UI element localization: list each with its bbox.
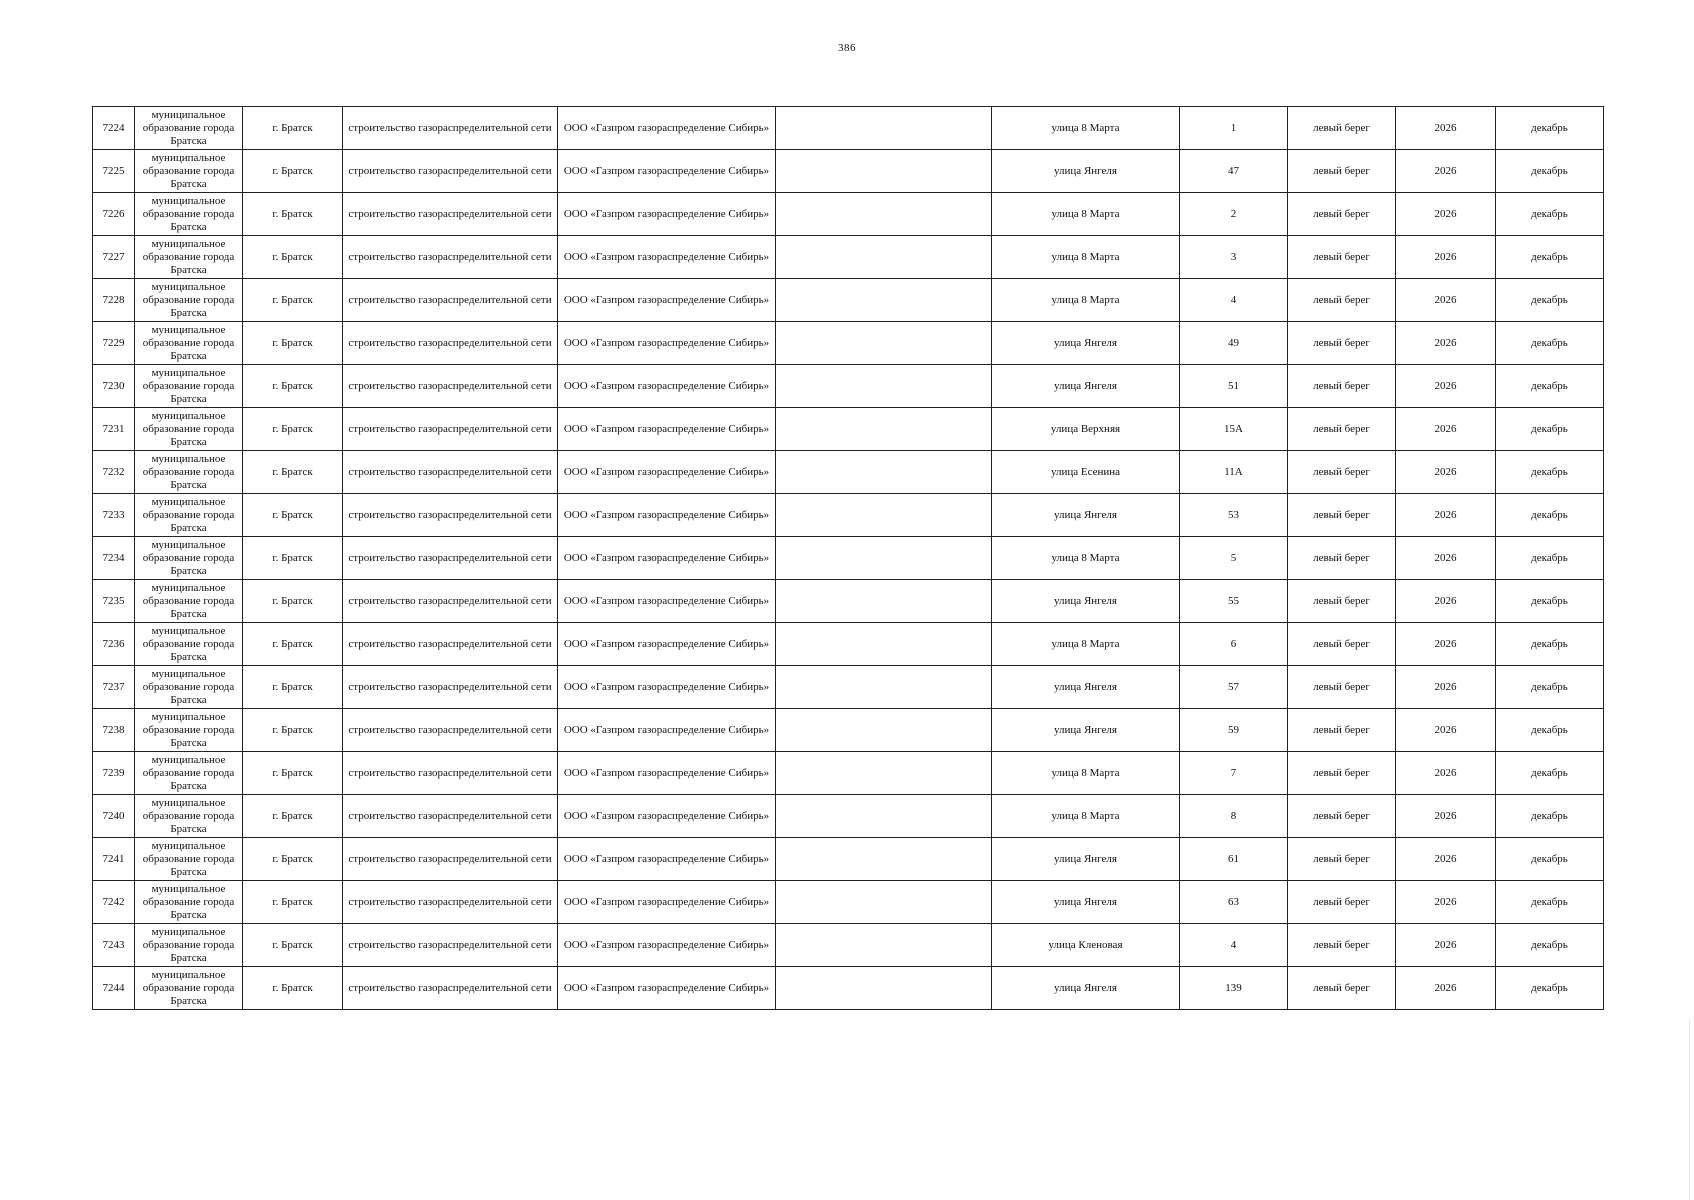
cell-empty <box>776 881 992 924</box>
cell-work-type: строительство газораспределительной сети <box>343 150 558 193</box>
cell-year: 2026 <box>1396 752 1496 795</box>
cell-year: 2026 <box>1396 107 1496 150</box>
cell-river-bank: левый берег <box>1288 150 1396 193</box>
cell-work-type: строительство газораспределительной сети <box>343 537 558 580</box>
cell-organization: ООО «Газпром газораспределение Сибирь» <box>558 967 776 1010</box>
cell-number: 7238 <box>93 709 135 752</box>
cell-work-type: строительство газораспределительной сети <box>343 881 558 924</box>
cell-river-bank: левый берег <box>1288 838 1396 881</box>
cell-owner: муниципальное образование города Братска <box>135 408 243 451</box>
cell-street: улица Верхняя <box>992 408 1180 451</box>
cell-city: г. Братск <box>243 666 343 709</box>
cell-owner: муниципальное образование города Братска <box>135 838 243 881</box>
cell-owner: муниципальное образование города Братска <box>135 795 243 838</box>
cell-month: декабрь <box>1496 709 1604 752</box>
cell-work-type: строительство газораспределительной сети <box>343 666 558 709</box>
cell-organization: ООО «Газпром газораспределение Сибирь» <box>558 537 776 580</box>
cell-owner: муниципальное образование города Братска <box>135 580 243 623</box>
cell-street: улица 8 Марта <box>992 236 1180 279</box>
cell-house-number: 11А <box>1180 451 1288 494</box>
table-row <box>93 494 1604 537</box>
cell-year: 2026 <box>1396 451 1496 494</box>
cell-owner: муниципальное образование города Братска <box>135 365 243 408</box>
cell-year: 2026 <box>1396 709 1496 752</box>
cell-number: 7225 <box>93 150 135 193</box>
cell-number: 7244 <box>93 967 135 1010</box>
cell-owner: муниципальное образование города Братска <box>135 967 243 1010</box>
cell-month: декабрь <box>1496 924 1604 967</box>
cell-empty <box>776 580 992 623</box>
cell-river-bank: левый берег <box>1288 666 1396 709</box>
cell-house-number: 63 <box>1180 881 1288 924</box>
cell-house-number: 4 <box>1180 924 1288 967</box>
cell-street: улица 8 Марта <box>992 795 1180 838</box>
cell-month: декабрь <box>1496 408 1604 451</box>
cell-organization: ООО «Газпром газораспределение Сибирь» <box>558 795 776 838</box>
cell-number: 7227 <box>93 236 135 279</box>
table-row <box>93 623 1604 666</box>
registry-table <box>92 106 1604 1010</box>
cell-work-type: строительство газораспределительной сети <box>343 494 558 537</box>
cell-year: 2026 <box>1396 150 1496 193</box>
cell-owner: муниципальное образование города Братска <box>135 623 243 666</box>
cell-month: декабрь <box>1496 967 1604 1010</box>
cell-month: декабрь <box>1496 236 1604 279</box>
table-row <box>93 279 1604 322</box>
cell-month: декабрь <box>1496 838 1604 881</box>
table-row <box>93 451 1604 494</box>
cell-work-type: строительство газораспределительной сети <box>343 709 558 752</box>
cell-city: г. Братск <box>243 795 343 838</box>
cell-month: декабрь <box>1496 623 1604 666</box>
cell-city: г. Братск <box>243 236 343 279</box>
cell-year: 2026 <box>1396 666 1496 709</box>
cell-empty <box>776 494 992 537</box>
cell-year: 2026 <box>1396 838 1496 881</box>
cell-house-number: 53 <box>1180 494 1288 537</box>
cell-city: г. Братск <box>243 580 343 623</box>
cell-house-number: 47 <box>1180 150 1288 193</box>
cell-year: 2026 <box>1396 365 1496 408</box>
cell-river-bank: левый берег <box>1288 236 1396 279</box>
cell-year: 2026 <box>1396 795 1496 838</box>
cell-empty <box>776 451 992 494</box>
cell-number: 7242 <box>93 881 135 924</box>
cell-river-bank: левый берег <box>1288 924 1396 967</box>
cell-organization: ООО «Газпром газораспределение Сибирь» <box>558 322 776 365</box>
cell-year: 2026 <box>1396 279 1496 322</box>
cell-owner: муниципальное образование города Братска <box>135 924 243 967</box>
cell-number: 7234 <box>93 537 135 580</box>
cell-owner: муниципальное образование города Братска <box>135 107 243 150</box>
cell-work-type: строительство газораспределительной сети <box>343 580 558 623</box>
cell-number: 7236 <box>93 623 135 666</box>
cell-empty <box>776 365 992 408</box>
cell-work-type: строительство газораспределительной сети <box>343 967 558 1010</box>
cell-organization: ООО «Газпром газораспределение Сибирь» <box>558 494 776 537</box>
cell-house-number: 139 <box>1180 967 1288 1010</box>
cell-work-type: строительство газораспределительной сети <box>343 838 558 881</box>
cell-street: улица Янгеля <box>992 666 1180 709</box>
cell-city: г. Братск <box>243 193 343 236</box>
cell-street: улица 8 Марта <box>992 193 1180 236</box>
cell-year: 2026 <box>1396 236 1496 279</box>
cell-organization: ООО «Газпром газораспределение Сибирь» <box>558 752 776 795</box>
cell-street: улица Янгеля <box>992 838 1180 881</box>
table-row <box>93 537 1604 580</box>
cell-house-number: 51 <box>1180 365 1288 408</box>
cell-street: улица Янгеля <box>992 494 1180 537</box>
cell-number: 7235 <box>93 580 135 623</box>
cell-river-bank: левый берег <box>1288 580 1396 623</box>
table-row <box>93 881 1604 924</box>
table-row <box>93 408 1604 451</box>
cell-owner: муниципальное образование города Братска <box>135 150 243 193</box>
cell-street: улица Янгеля <box>992 580 1180 623</box>
cell-empty <box>776 537 992 580</box>
cell-street: улица Янгеля <box>992 967 1180 1010</box>
cell-street: улица 8 Марта <box>992 623 1180 666</box>
cell-empty <box>776 408 992 451</box>
cell-empty <box>776 709 992 752</box>
cell-house-number: 5 <box>1180 537 1288 580</box>
table-row <box>93 365 1604 408</box>
cell-river-bank: левый берег <box>1288 193 1396 236</box>
cell-street: улица Кленовая <box>992 924 1180 967</box>
cell-work-type: строительство газораспределительной сети <box>343 322 558 365</box>
table-row <box>93 666 1604 709</box>
cell-empty <box>776 236 992 279</box>
cell-work-type: строительство газораспределительной сети <box>343 408 558 451</box>
cell-river-bank: левый берег <box>1288 967 1396 1010</box>
cell-work-type: строительство газораспределительной сети <box>343 451 558 494</box>
cell-house-number: 2 <box>1180 193 1288 236</box>
cell-number: 7239 <box>93 752 135 795</box>
cell-number: 7231 <box>93 408 135 451</box>
table-row <box>93 322 1604 365</box>
cell-owner: муниципальное образование города Братска <box>135 752 243 795</box>
cell-river-bank: левый берег <box>1288 107 1396 150</box>
cell-month: декабрь <box>1496 881 1604 924</box>
registry-body <box>93 107 1604 1010</box>
cell-work-type: строительство газораспределительной сети <box>343 795 558 838</box>
cell-empty <box>776 279 992 322</box>
cell-house-number: 6 <box>1180 623 1288 666</box>
cell-month: декабрь <box>1496 752 1604 795</box>
cell-house-number: 59 <box>1180 709 1288 752</box>
table-row <box>93 752 1604 795</box>
cell-number: 7233 <box>93 494 135 537</box>
cell-river-bank: левый берег <box>1288 623 1396 666</box>
cell-city: г. Братск <box>243 451 343 494</box>
cell-year: 2026 <box>1396 193 1496 236</box>
table-row <box>93 924 1604 967</box>
cell-city: г. Братск <box>243 967 343 1010</box>
cell-street: улица Янгеля <box>992 322 1180 365</box>
cell-work-type: строительство газораспределительной сети <box>343 752 558 795</box>
cell-number: 7224 <box>93 107 135 150</box>
table-row <box>93 107 1604 150</box>
table-row <box>93 580 1604 623</box>
cell-organization: ООО «Газпром газораспределение Сибирь» <box>558 881 776 924</box>
cell-month: декабрь <box>1496 795 1604 838</box>
cell-number: 7230 <box>93 365 135 408</box>
cell-month: декабрь <box>1496 666 1604 709</box>
cell-month: декабрь <box>1496 193 1604 236</box>
cell-city: г. Братск <box>243 322 343 365</box>
cell-river-bank: левый берег <box>1288 451 1396 494</box>
cell-number: 7232 <box>93 451 135 494</box>
cell-year: 2026 <box>1396 322 1496 365</box>
cell-river-bank: левый берег <box>1288 494 1396 537</box>
cell-month: декабрь <box>1496 365 1604 408</box>
cell-river-bank: левый берег <box>1288 881 1396 924</box>
cell-month: декабрь <box>1496 494 1604 537</box>
cell-month: декабрь <box>1496 580 1604 623</box>
cell-river-bank: левый берег <box>1288 709 1396 752</box>
cell-organization: ООО «Газпром газораспределение Сибирь» <box>558 709 776 752</box>
table-row <box>93 236 1604 279</box>
cell-organization: ООО «Газпром газораспределение Сибирь» <box>558 150 776 193</box>
cell-organization: ООО «Газпром газораспределение Сибирь» <box>558 107 776 150</box>
cell-city: г. Братск <box>243 881 343 924</box>
cell-work-type: строительство газораспределительной сети <box>343 107 558 150</box>
cell-owner: муниципальное образование города Братска <box>135 666 243 709</box>
cell-house-number: 1 <box>1180 107 1288 150</box>
cell-organization: ООО «Газпром газораспределение Сибирь» <box>558 193 776 236</box>
cell-owner: муниципальное образование города Братска <box>135 451 243 494</box>
cell-year: 2026 <box>1396 580 1496 623</box>
cell-owner: муниципальное образование города Братска <box>135 537 243 580</box>
cell-city: г. Братск <box>243 408 343 451</box>
cell-organization: ООО «Газпром газораспределение Сибирь» <box>558 666 776 709</box>
cell-empty <box>776 838 992 881</box>
cell-house-number: 7 <box>1180 752 1288 795</box>
cell-year: 2026 <box>1396 924 1496 967</box>
cell-street: улица Янгеля <box>992 365 1180 408</box>
cell-owner: муниципальное образование города Братска <box>135 494 243 537</box>
cell-empty <box>776 795 992 838</box>
cell-river-bank: левый берег <box>1288 795 1396 838</box>
cell-city: г. Братск <box>243 150 343 193</box>
cell-river-bank: левый берег <box>1288 322 1396 365</box>
cell-number: 7226 <box>93 193 135 236</box>
cell-city: г. Братск <box>243 107 343 150</box>
cell-number: 7241 <box>93 838 135 881</box>
cell-house-number: 4 <box>1180 279 1288 322</box>
cell-street: улица Янгеля <box>992 881 1180 924</box>
cell-year: 2026 <box>1396 408 1496 451</box>
cell-owner: муниципальное образование города Братска <box>135 236 243 279</box>
table-row <box>93 193 1604 236</box>
cell-street: улица 8 Марта <box>992 279 1180 322</box>
cell-year: 2026 <box>1396 623 1496 666</box>
cell-month: декабрь <box>1496 279 1604 322</box>
cell-month: декабрь <box>1496 322 1604 365</box>
table-row <box>93 795 1604 838</box>
cell-city: г. Братск <box>243 365 343 408</box>
cell-city: г. Братск <box>243 709 343 752</box>
cell-month: декабрь <box>1496 537 1604 580</box>
cell-year: 2026 <box>1396 537 1496 580</box>
cell-owner: муниципальное образование города Братска <box>135 279 243 322</box>
cell-organization: ООО «Газпром газораспределение Сибирь» <box>558 365 776 408</box>
cell-organization: ООО «Газпром газораспределение Сибирь» <box>558 838 776 881</box>
cell-empty <box>776 623 992 666</box>
table-row <box>93 709 1604 752</box>
cell-year: 2026 <box>1396 881 1496 924</box>
cell-city: г. Братск <box>243 838 343 881</box>
cell-river-bank: левый берег <box>1288 408 1396 451</box>
cell-organization: ООО «Газпром газораспределение Сибирь» <box>558 408 776 451</box>
cell-empty <box>776 752 992 795</box>
cell-river-bank: левый берег <box>1288 365 1396 408</box>
cell-work-type: строительство газораспределительной сети <box>343 365 558 408</box>
cell-house-number: 49 <box>1180 322 1288 365</box>
cell-street: улица 8 Марта <box>992 752 1180 795</box>
cell-year: 2026 <box>1396 967 1496 1010</box>
cell-work-type: строительство газораспределительной сети <box>343 924 558 967</box>
cell-organization: ООО «Газпром газораспределение Сибирь» <box>558 279 776 322</box>
cell-organization: ООО «Газпром газораспределение Сибирь» <box>558 924 776 967</box>
cell-house-number: 15А <box>1180 408 1288 451</box>
cell-empty <box>776 924 992 967</box>
cell-house-number: 8 <box>1180 795 1288 838</box>
cell-number: 7243 <box>93 924 135 967</box>
cell-street: улица Янгеля <box>992 150 1180 193</box>
cell-number: 7228 <box>93 279 135 322</box>
cell-city: г. Братск <box>243 623 343 666</box>
table-row <box>93 967 1604 1010</box>
cell-city: г. Братск <box>243 752 343 795</box>
cell-organization: ООО «Газпром газораспределение Сибирь» <box>558 580 776 623</box>
cell-empty <box>776 150 992 193</box>
cell-empty <box>776 967 992 1010</box>
cell-organization: ООО «Газпром газораспределение Сибирь» <box>558 451 776 494</box>
cell-river-bank: левый берег <box>1288 752 1396 795</box>
cell-number: 7237 <box>93 666 135 709</box>
cell-empty <box>776 322 992 365</box>
cell-month: декабрь <box>1496 150 1604 193</box>
cell-owner: муниципальное образование города Братска <box>135 193 243 236</box>
cell-work-type: строительство газораспределительной сети <box>343 193 558 236</box>
cell-month: декабрь <box>1496 451 1604 494</box>
cell-house-number: 3 <box>1180 236 1288 279</box>
cell-city: г. Братск <box>243 494 343 537</box>
cell-month: декабрь <box>1496 107 1604 150</box>
cell-house-number: 57 <box>1180 666 1288 709</box>
cell-city: г. Братск <box>243 279 343 322</box>
cell-river-bank: левый берег <box>1288 279 1396 322</box>
cell-house-number: 55 <box>1180 580 1288 623</box>
cell-year: 2026 <box>1396 494 1496 537</box>
cell-street: улица 8 Марта <box>992 537 1180 580</box>
cell-river-bank: левый берег <box>1288 537 1396 580</box>
scan-edge <box>1689 1020 1690 1200</box>
cell-owner: муниципальное образование города Братска <box>135 709 243 752</box>
cell-street: улица Есенина <box>992 451 1180 494</box>
cell-street: улица 8 Марта <box>992 107 1180 150</box>
cell-number: 7240 <box>93 795 135 838</box>
cell-organization: ООО «Газпром газораспределение Сибирь» <box>558 236 776 279</box>
cell-city: г. Братск <box>243 537 343 580</box>
cell-owner: муниципальное образование города Братска <box>135 881 243 924</box>
cell-organization: ООО «Газпром газораспределение Сибирь» <box>558 623 776 666</box>
table-row <box>93 150 1604 193</box>
cell-work-type: строительство газораспределительной сети <box>343 279 558 322</box>
cell-city: г. Братск <box>243 924 343 967</box>
table-row <box>93 838 1604 881</box>
cell-empty <box>776 107 992 150</box>
cell-house-number: 61 <box>1180 838 1288 881</box>
cell-work-type: строительство газораспределительной сети <box>343 236 558 279</box>
cell-empty <box>776 193 992 236</box>
cell-owner: муниципальное образование города Братска <box>135 322 243 365</box>
cell-number: 7229 <box>93 322 135 365</box>
cell-street: улица Янгеля <box>992 709 1180 752</box>
page-number: 386 <box>838 42 856 54</box>
cell-work-type: строительство газораспределительной сети <box>343 623 558 666</box>
cell-empty <box>776 666 992 709</box>
